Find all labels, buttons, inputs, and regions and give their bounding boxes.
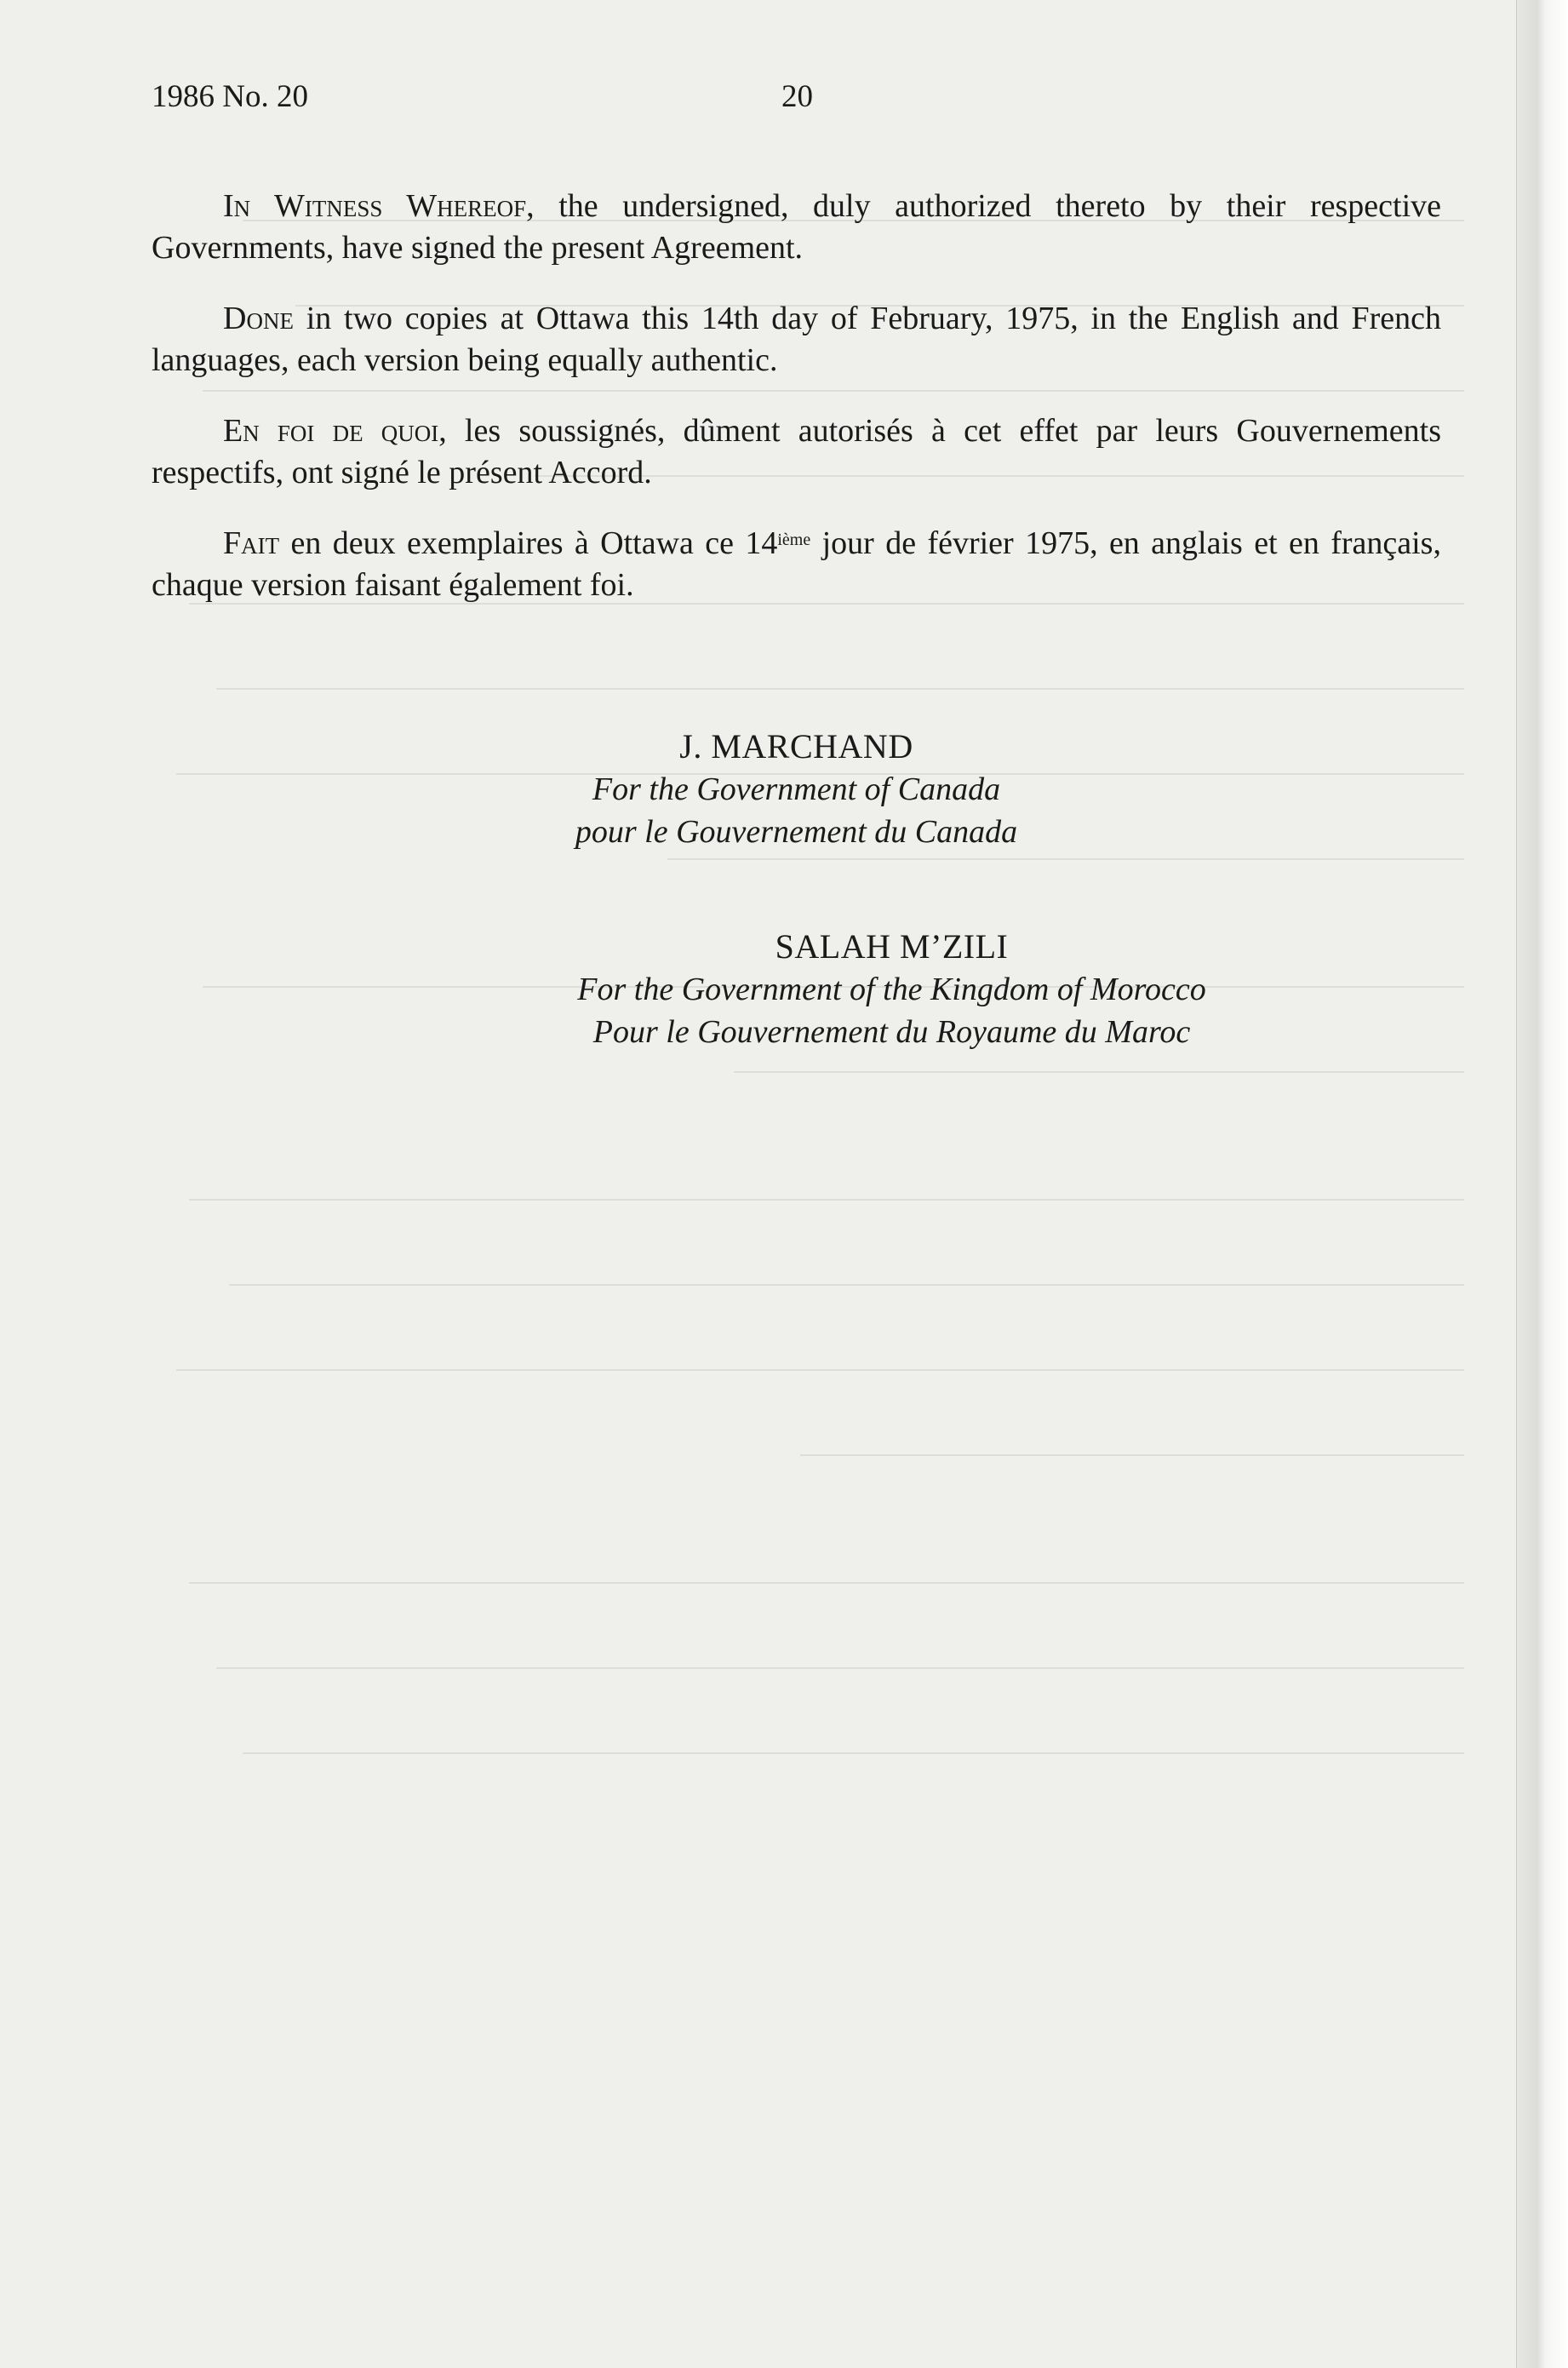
paragraph-in-witness-whereof <box>152 186 1441 269</box>
signatory-role-french: Pour le Gouvernement du Royaume du Maroc <box>592 1014 1191 1050</box>
paragraph-lead: In Witness Whereof <box>223 188 527 224</box>
paragraph-done <box>152 298 1441 381</box>
signature-block-canada <box>152 725 1441 853</box>
ordinal-superscript: ième <box>777 530 811 549</box>
paragraph-text: , les soussignés, dûment autorisés à cet effet par leurs Gouvernements respectifs, ont signé le présent Accord. <box>152 413 1441 490</box>
paragraph-text: jour de février 1975, en anglais et en français, chaque version faisant également foi. <box>152 525 1441 603</box>
paragraph-fait <box>152 523 1441 606</box>
paragraph-text: en deux exemplaires à Ottawa ce 14 <box>279 525 778 561</box>
signatory-role-english: For the Government of the Kingdom of Morocco <box>577 972 1206 1007</box>
paragraph-lead: Done <box>223 301 294 336</box>
signatory-role-french: pour le Gouvernement du Canada <box>575 814 1018 850</box>
document-reference: 1986 No. 20 <box>152 79 308 114</box>
signature-block-morocco <box>247 926 1537 1053</box>
binding-edge <box>1517 0 1568 2368</box>
paragraph-lead: En foi de quoi <box>223 413 439 449</box>
page-number: 20 <box>781 79 813 114</box>
paragraph-lead: Fait <box>223 525 280 561</box>
signatory-name: SALAH M’ZILI <box>775 927 1009 966</box>
body-text <box>152 186 1441 635</box>
paragraph-text: , the undersigned, duly authorized thereto by their respective Governments, have signed the present Agreement. <box>152 188 1441 266</box>
signatory-name: J. MARCHAND <box>679 727 913 765</box>
paragraph-text: in two copies at Ottawa this 14th day of February, 1975, in the English and French languages, each version being equally authentic. <box>152 301 1441 378</box>
paragraph-en-foi-de-quoi <box>152 410 1441 494</box>
signatory-role-english: For the Government of Canada <box>592 771 1001 807</box>
